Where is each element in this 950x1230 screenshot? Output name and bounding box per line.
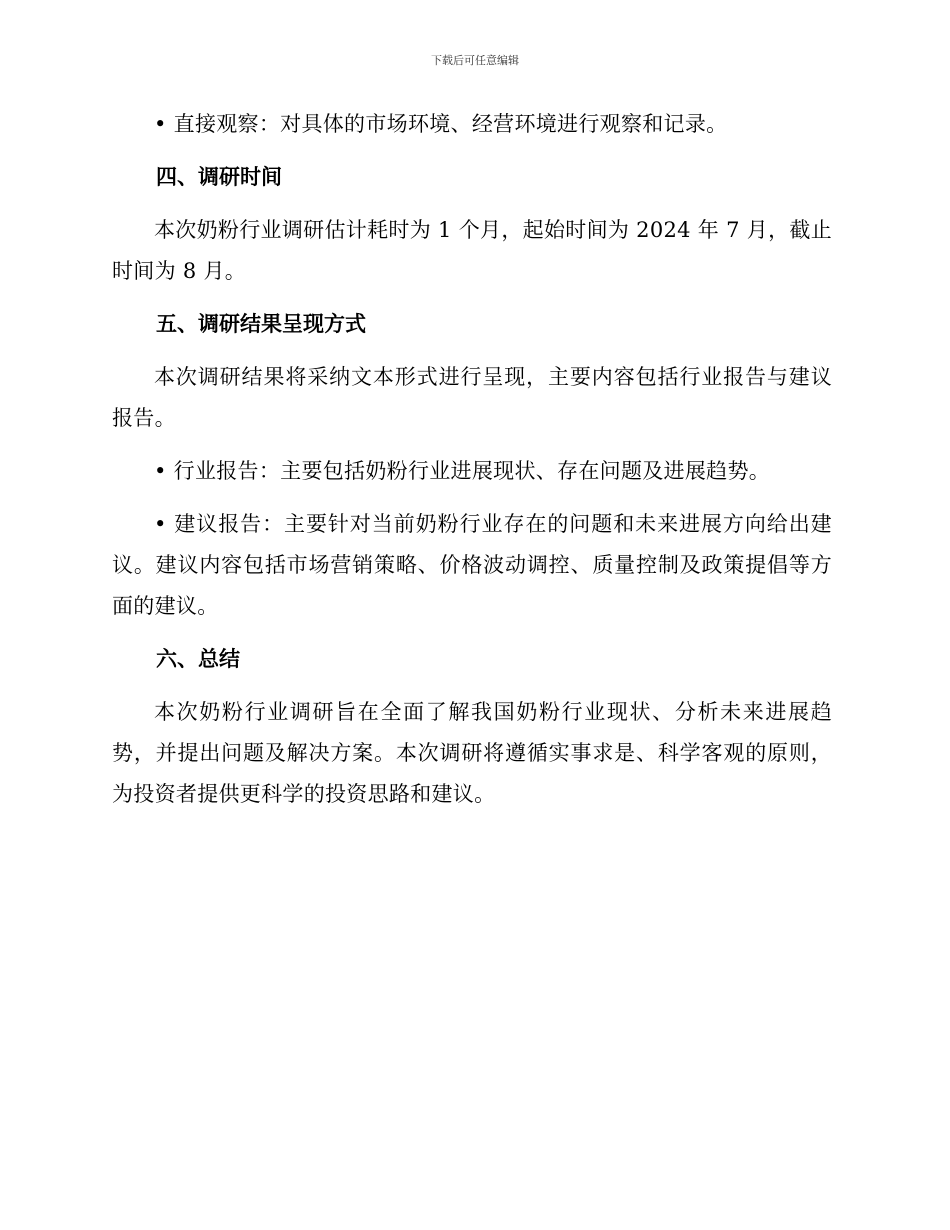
paragraph-suggestion-report: • 建议报告：主要针对当前奶粉行业存在的问题和未来进展方向给出建议。建议内容包括市场营销策略、价格波动调控、质量控制及政策提倡等方面的建议。 bbox=[112, 512, 832, 618]
section-heading-summary: 六、总结 bbox=[156, 647, 240, 671]
document-body bbox=[112, 104, 832, 827]
paragraph-research-time: 本次奶粉行业调研估计耗时为 1 个月，起始时间为 2024 年 7 月，截止时间为 8 月。 bbox=[112, 218, 832, 283]
section-heading-research-time: 四、调研时间 bbox=[156, 165, 282, 189]
paragraph-direct-observation: • 直接观察：对具体的市场环境、经营环境进行观察和记录。 bbox=[154, 112, 728, 136]
section-heading-result-presentation: 五、调研结果呈现方式 bbox=[156, 312, 366, 336]
paragraph-result-presentation: 本次调研结果将采纳文本形式进行呈现，主要内容包括行业报告与建议报告。 bbox=[112, 365, 832, 430]
paragraph-summary: 本次奶粉行业调研旨在全面了解我国奶粉行业现状、分析未来进展趋势，并提出问题及解决方案。本次调研将遵循实事求是、科学客观的原则，为投资者提供更科学的投资思路和建议。 bbox=[112, 700, 832, 806]
page-header: 下载后可任意编辑 bbox=[431, 54, 519, 67]
paragraph-industry-report: • 行业报告：主要包括奶粉行业进展现状、存在问题及进展趋势。 bbox=[154, 459, 771, 483]
